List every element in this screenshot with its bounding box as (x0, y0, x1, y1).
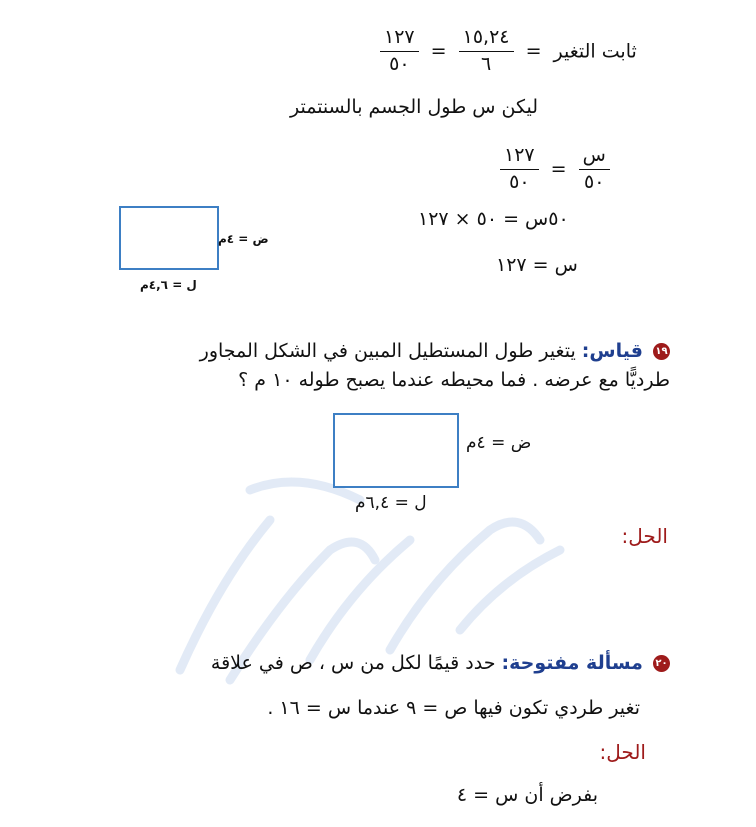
q19-solution-label: الحل: (621, 524, 668, 548)
fraction-numerator: ١٢٧ (500, 146, 539, 170)
q20-text-1: حدد قيمًا لكل من س ، ص في علاقة (210, 652, 496, 674)
fraction-denominator: ٥٠ (584, 170, 605, 193)
q19-line-2: طرديًّا مع عرضه . فما محيطه عندما يصبح طوله ١٠ م ؟ (238, 369, 670, 391)
multiplication-line: ٥٠س = ٥٠ × ١٢٧ (418, 208, 569, 230)
small-length-label: ل = ٤,٦م (140, 278, 197, 292)
q19-number-badge: ١٩ (653, 343, 670, 360)
fraction-numerator: ١٥,٢٤ (459, 28, 514, 52)
q19-width-label: ض = ٤م (466, 433, 532, 453)
equals-sign: = (430, 40, 447, 63)
q20-line-1 (211, 652, 670, 674)
let-statement: ليكن س طول الجسم بالسنتمتر (290, 96, 538, 118)
fraction-2 (380, 28, 419, 75)
constant-equation (380, 28, 637, 75)
fraction-numerator: س (579, 146, 610, 170)
q19-rectangle (333, 413, 459, 488)
small-width-label: ض = ٤م (218, 232, 269, 246)
q19-text-1: يتغير طول المستطيل المبين في الشكل المجاور (199, 340, 576, 362)
fraction-1 (459, 28, 514, 75)
fraction-denominator: ٥٠ (509, 170, 530, 193)
q20-assumption: بفرض أن س = ٤ (456, 784, 598, 806)
q20-label: مسألة مفتوحة: (501, 652, 643, 674)
q19-label: قياس: (581, 340, 643, 362)
q20-line-2: تغير طردي تكون فيها ص = ٩ عندما س = ١٦ . (267, 697, 640, 719)
fraction-denominator: ٦ (480, 52, 492, 75)
q20-solution-label: الحل: (599, 740, 646, 764)
result-line: س = ١٢٧ (496, 254, 578, 276)
fraction-numerator: ١٢٧ (380, 28, 419, 52)
equals-sign: = (550, 158, 567, 181)
fraction-denominator: ٥٠ (389, 52, 410, 75)
equals-sign: = (525, 40, 542, 63)
proportion-equation (500, 146, 610, 193)
q20-number-badge: ٢٠ (653, 655, 670, 672)
q19-line-1 (200, 340, 670, 362)
constant-label: ثابت التغير (553, 40, 637, 63)
fraction-3 (579, 146, 610, 193)
fraction-4 (500, 146, 539, 193)
small-rectangle (119, 206, 219, 270)
q19-length-label: ل = ٦,٤م (355, 493, 427, 513)
